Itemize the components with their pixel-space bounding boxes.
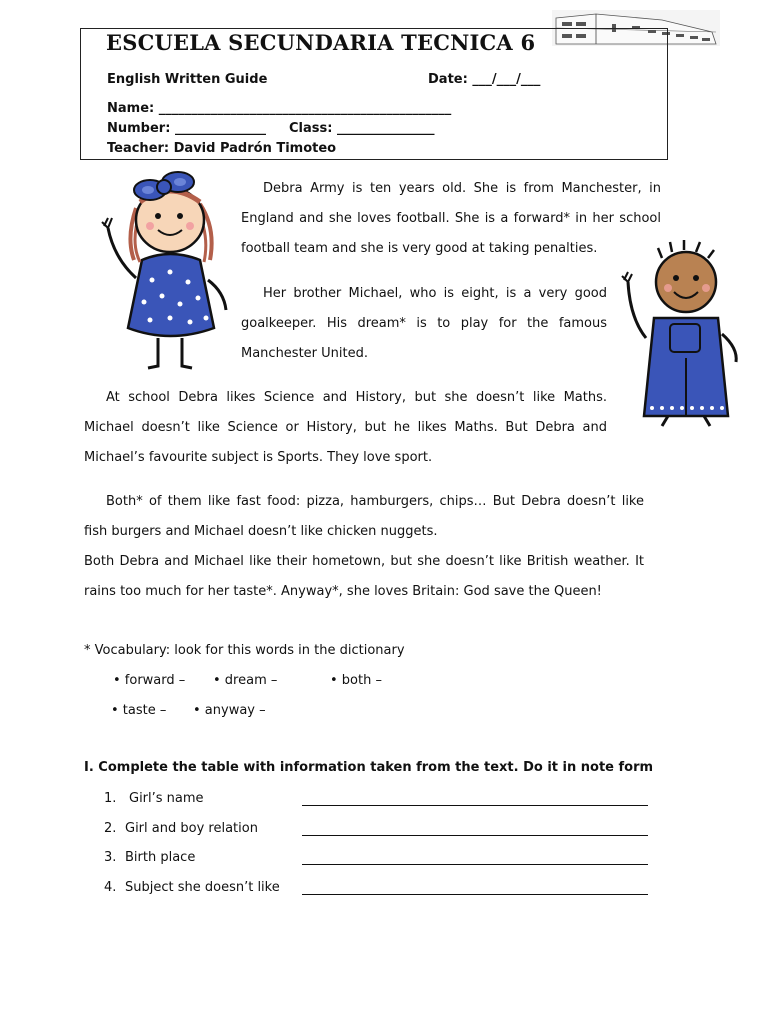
question-label: Subject she doesn’t like [125, 880, 280, 895]
question-label: Birth place [125, 850, 196, 865]
vocabulary-title: * Vocabulary: look for this words in the dictionary [84, 643, 405, 658]
name-field[interactable]: Name: _____________________________________________ [107, 101, 452, 116]
vocab-word: • taste – [111, 703, 167, 718]
answer-line[interactable] [302, 894, 648, 895]
school-title: ESCUELA SECUNDARIA TECNICA 6 [106, 30, 536, 55]
exercise-title: I. Complete the table with information taken from the text. Do it in note form [84, 760, 654, 775]
question-number: 2. [104, 821, 117, 836]
question-number: 4. [104, 880, 117, 895]
vocab-word: • anyway – [193, 703, 266, 718]
class-field[interactable]: Class: _______________ [289, 121, 435, 136]
question-number: 1. [104, 791, 117, 806]
date-field[interactable]: Date: ___/___/___ [428, 72, 541, 87]
answer-line[interactable] [302, 805, 648, 806]
number-field[interactable]: Number: ______________ [107, 121, 266, 136]
paragraph-2: Her brother Michael, who is eight, is a very good goalkeeper. His dream* is to play for the famous Manchester United. [241, 286, 607, 361]
paragraph-5: Both Debra and Michael like their hometown, but she doesn’t like British weather. It rains too much for her taste*. Anyway*, she loves Britain: God save the Queen! [84, 554, 644, 599]
vocab-word: • forward – [113, 673, 186, 688]
paragraph-3: At school Debra likes Science and History, but she doesn’t like Maths. Michael doesn’t like Science or History, but he likes Maths. But Debra and Michael’s favourite subject is Sports. They love sport. [84, 390, 607, 465]
boy-illustration [618, 238, 748, 434]
guide-title: English Written Guide [107, 72, 268, 87]
vocab-word: • both – [330, 673, 382, 688]
answer-line[interactable] [302, 864, 648, 865]
paragraph-4: Both* of them like fast food: pizza, hamburgers, chips… But Debra doesn’t like fish burgers and Michael doesn’t like chicken nuggets. [84, 494, 644, 539]
vocab-word: • dream – [213, 673, 278, 688]
question-label: Girl and boy relation [125, 821, 258, 836]
paragraph-1: Debra Army is ten years old. She is from Manchester, in England and she loves football. She is a forward* in her school football team and she is very good at taking penalties. [241, 181, 661, 256]
answer-line[interactable] [302, 835, 648, 836]
teacher-name: Teacher: David Padrón Timoteo [107, 141, 337, 156]
girl-illustration [100, 168, 240, 378]
question-label: Girl’s name [129, 791, 204, 806]
question-number: 3. [104, 850, 117, 865]
